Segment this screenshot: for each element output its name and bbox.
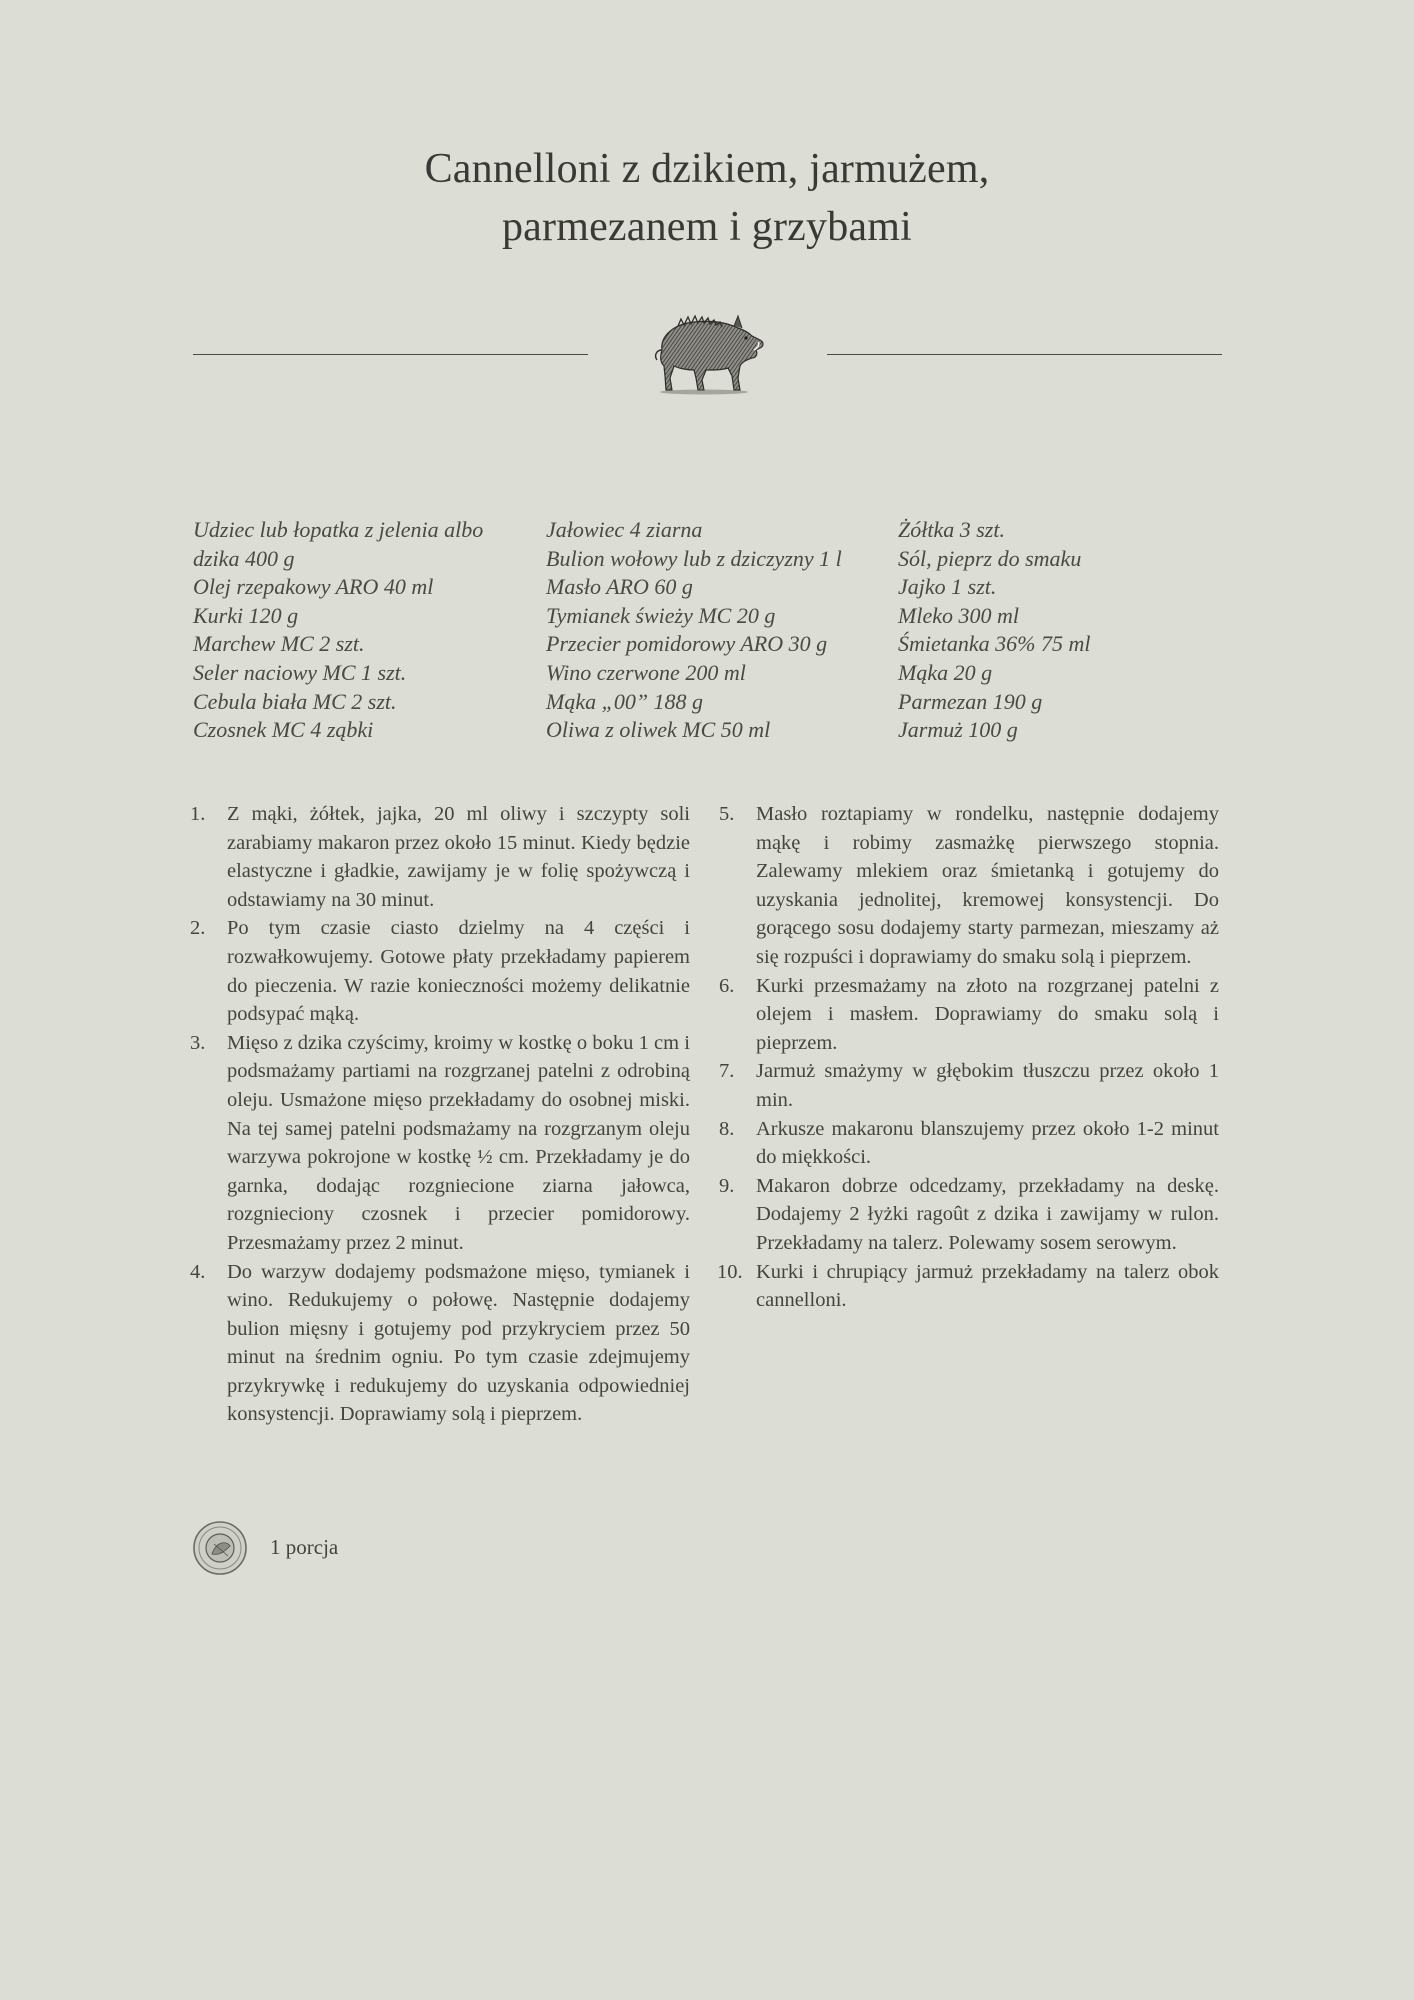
ingredient-item: Jarmuż 100 g [898, 717, 1018, 743]
ingredient-item: Jajko 1 szt. [898, 574, 997, 600]
recipe-title-line-1: Cannelloni z dzikiem, jarmużem, [424, 146, 990, 192]
ingredient-item: dzika 400 g [193, 545, 295, 571]
ingredient-item: Masło ARO 60 g [546, 574, 693, 600]
ingredients-column-1 [193, 516, 483, 745]
step-number: 5. [719, 803, 735, 825]
steps-column-right [719, 800, 1219, 1315]
step-number: 1. [190, 803, 206, 825]
ingredient-item: Cebula biała MC 2 szt. [193, 688, 397, 714]
step-text: Po tym czasie ciasto dzielmy na 4 części i rozwałkowujemy. Gotowe płaty przekładamy papierem do pieczenia. W razie konieczności możemy delikatnie podsypać mąką. [227, 917, 690, 1026]
step-number: 4. [190, 1260, 206, 1283]
step-text: Kurki i chrupiący jarmuż przekładamy na talerz obok cannelloni. [756, 1260, 1219, 1312]
ingredient-item: Oliwa z oliwek MC 50 ml [546, 717, 771, 743]
plate-icon [192, 1520, 248, 1576]
step-text: Kurki przesmażamy na złoto na rozgrzanej patelni z olejem i masłem. Doprawiamy do smaku solą i pieprzem. [756, 974, 1219, 1054]
ingredient-item: Mleko 300 ml [898, 602, 1019, 628]
ingredient-item: Parmezan 190 g [898, 688, 1043, 714]
ingredient-item: Marchew MC 2 szt. [193, 631, 365, 657]
portion-label: 1 porcja [270, 1535, 339, 1559]
divider-right [827, 354, 1222, 355]
step-text: Masło roztapiamy w rondelku, następnie dodajemy mąkę i robimy zasmażkę pierwszego stopnia. Zalewamy mlekiem oraz śmietanką i gotujemy do uzyskania jednolitej, kremowej konsystencji. Do gorącego sosu dodajemy starty parmezan, mieszamy aż się rozpuści i doprawiamy do smaku solą i pieprzem. [756, 803, 1219, 968]
step-number: 2. [190, 917, 206, 940]
divider-left [193, 354, 588, 355]
step-text: Do warzyw dodajemy podsmażone mięso, tymianek i wino. Redukujemy o połowę. Następnie dodajemy bulion mięsny i gotujemy pod przykryciem przez 50 minut na średnim ogniu. Po tym czasie zdejmujemy przykrywkę i redukujemy do uzyskania odpowiedniej konsystencji. Doprawiamy solą i pieprzem. [227, 1260, 690, 1426]
step-9 [719, 1172, 1219, 1258]
wild-boar-icon [648, 310, 766, 396]
ingredient-item: Czosnek MC 4 ząbki [193, 717, 374, 743]
step-number: 3. [190, 1031, 206, 1054]
recipe-title [0, 140, 1414, 256]
step-number: 10. [717, 1260, 743, 1283]
ingredients-column-2 [546, 516, 842, 745]
step-number: 8. [719, 1117, 735, 1140]
step-5 [719, 800, 1219, 972]
step-8 [719, 1115, 1219, 1172]
step-number: 9. [719, 1174, 735, 1197]
ingredients-column-3 [898, 516, 1090, 745]
ingredient-item: Przecier pomidorowy ARO 30 g [546, 631, 828, 657]
steps-column-left [190, 800, 690, 1429]
step-number: 7. [719, 1060, 735, 1083]
ingredient-item: Jałowiec 4 ziarna [546, 517, 703, 542]
recipe-title-line-2: parmezanem i grzybami [501, 204, 912, 250]
step-number: 6. [719, 974, 735, 997]
ingredient-item: Tymianek świeży MC 20 g [546, 602, 776, 628]
ingredient-item: Olej rzepakowy ARO 40 ml [193, 574, 434, 600]
ingredient-item: Udziec lub łopatka z jelenia albo [193, 517, 484, 542]
ingredient-item: Mąka „00” 188 g [546, 688, 704, 714]
step-text: Jarmuż smażymy w głębokim tłuszczu przez około 1 min. [756, 1060, 1219, 1111]
step-4 [190, 1258, 690, 1430]
step-1 [190, 800, 690, 914]
step-text: Mięso z dzika czyścimy, kroimy w kostkę o boku 1 cm i podsmażamy partiami na rozgrzanej patelni z odrobiną oleju. Usmażone mięso przekładamy do osobnej miski. Na tej samej patelni podsmażamy na rozgrzanym oleju warzywa pokrojone w kostkę ½ cm. Przekładamy je do garnka, dodając rozgniecione ziarna jałowca, rozgnieciony czosnek i przecier pomidorowy. Przesmażamy przez 2 minut. [227, 1031, 690, 1254]
ingredient-item: Bulion wołowy lub z dziczyzny 1 l [546, 545, 842, 571]
step-3 [190, 1029, 690, 1258]
step-7 [719, 1057, 1219, 1114]
ingredient-item: Sól, pieprz do smaku [898, 545, 1082, 571]
step-text: Makaron dobrze odcedzamy, przekładamy na deskę. Dodajemy 2 łyżki ragoût z dzika i zawijamy w rulon. Przekładamy na talerz. Polewamy sosem serowym. [756, 1174, 1219, 1254]
step-10 [719, 1258, 1219, 1315]
step-text: Arkusze makaronu blanszujemy przez około 1-2 minut do miękkości. [756, 1117, 1219, 1169]
ingredient-item: Seler naciowy MC 1 szt. [193, 659, 407, 685]
step-text: Z mąki, żółtek, jajka, 20 ml oliwy i szczypty soli zarabiamy makaron przez około 15 minut. Kiedy będzie elastyczne i gładkie, zawijamy je w folię spożywczą i odstawiamy na 30 minut. [227, 803, 690, 911]
ingredient-item: Kurki 120 g [193, 602, 299, 628]
ingredient-item: Śmietanka 36% 75 ml [898, 631, 1091, 657]
ingredient-item: Mąka 20 g [898, 659, 993, 685]
step-6 [719, 972, 1219, 1058]
ingredient-item: Wino czerwone 200 ml [546, 659, 746, 685]
step-2 [190, 914, 690, 1028]
ingredient-item: Żółtka 3 szt. [898, 517, 1005, 542]
